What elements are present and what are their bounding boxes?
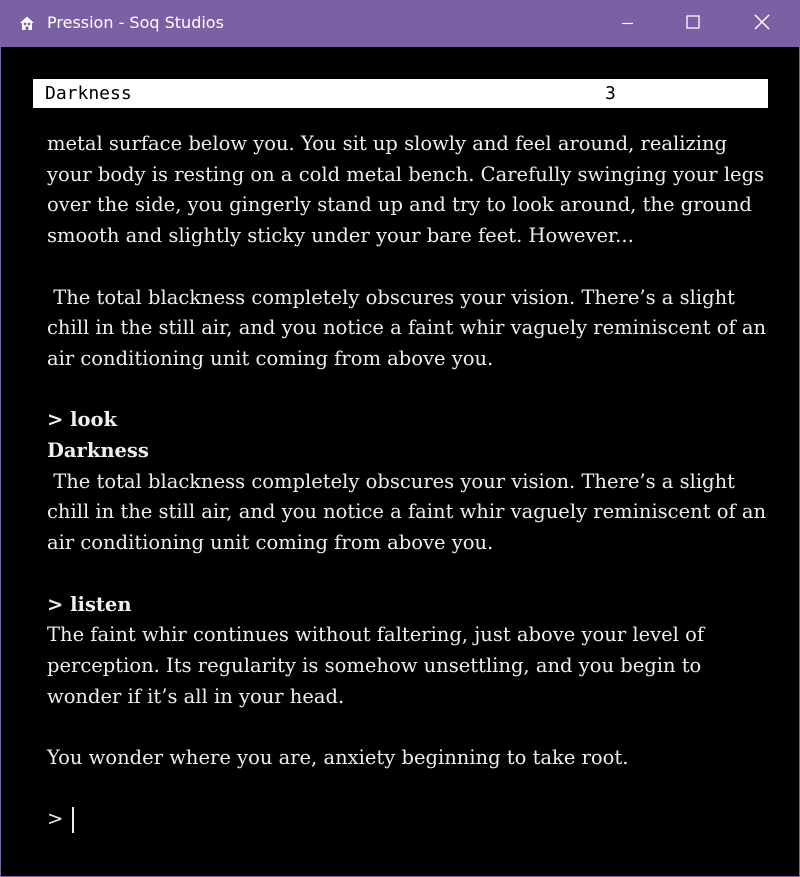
minimize-icon — [622, 14, 634, 33]
narration-line: You wonder where you are, anxiety beginning to take root. — [47, 746, 629, 769]
house-icon — [19, 15, 35, 31]
title-bar[interactable] — [1, 0, 800, 47]
maximize-icon — [686, 14, 700, 33]
command-echo-listen: > listen — [47, 592, 132, 616]
text-cursor — [72, 807, 74, 833]
game-transcript — [47, 129, 772, 835]
spacer — [47, 559, 772, 590]
room-title: Darkness — [47, 439, 149, 462]
spacer — [47, 375, 772, 406]
spacer — [47, 712, 772, 743]
close-icon — [754, 14, 770, 34]
window-title: Pression - Soq Studios — [47, 13, 224, 32]
minimize-button[interactable] — [605, 0, 651, 47]
status-bar — [33, 79, 768, 108]
input-prompt: > — [47, 807, 64, 831]
spacer — [47, 252, 772, 283]
command-input-line[interactable] — [47, 804, 772, 835]
status-location: Darkness — [45, 83, 132, 104]
status-score: 3 — [605, 83, 616, 104]
close-button[interactable] — [739, 0, 785, 47]
room-description: The total blackness completely obscures your vision. There’s a slight chill in the still air, and you notice a faint whir vaguely reminiscent of an air conditioning unit coming from above you. — [47, 469, 773, 555]
intro-paragraph: metal surface below you. You sit up slowly and feel around, realizing your body is resting on a cold metal bench. Carefully swinging your legs over the side, you gingerly stand up and try to look around, the ground smooth and slightly sticky under your bare feet. However... — [47, 132, 771, 248]
listen-response: The faint whir continues without faltering, just above your level of perception. Its regularity is somehow unsettling, and you begin to wonder if it’s all in your head. — [47, 623, 711, 708]
maximize-button[interactable] — [670, 0, 716, 47]
room-description: The total blackness completely obscures your vision. There’s a slight chill in the still air, and you notice a faint whir vaguely reminiscent of an air conditioning unit coming from above you. — [47, 285, 773, 370]
spacer — [47, 774, 772, 805]
command-echo-look: > look — [47, 408, 118, 432]
